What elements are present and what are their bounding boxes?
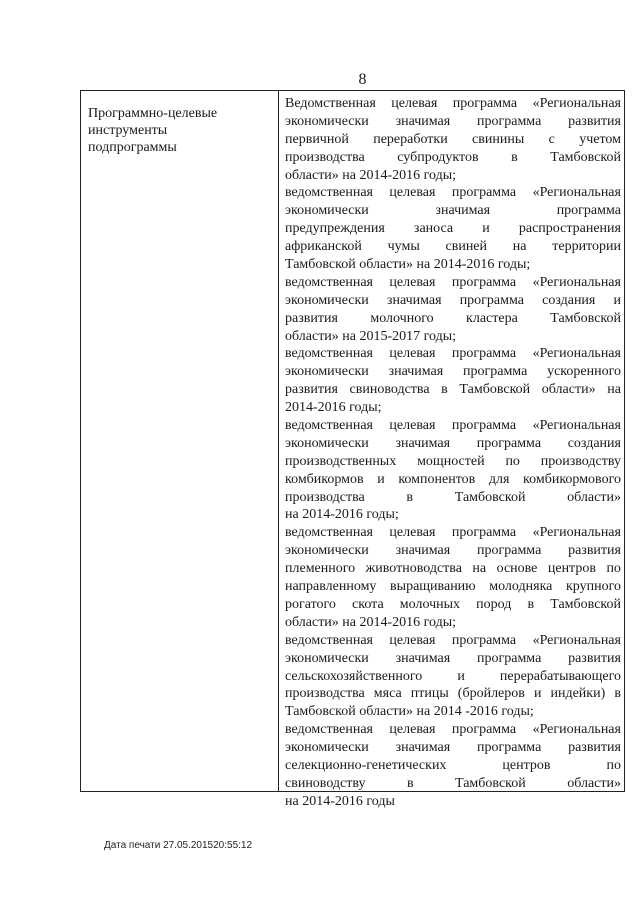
program-paragraph: [285, 721, 621, 810]
program-line: предупреждения заноса и распространения: [285, 221, 621, 237]
program-line: сельскохозяйственного и перерабатывающего: [285, 668, 621, 684]
program-line: Ведомственная целевая программа «Региональная: [285, 96, 621, 111]
program-line: экономически значимая программа ускоренного: [285, 364, 621, 380]
program-paragraph: [285, 417, 621, 524]
program-line: ведомственная целевая программа «Региональная: [285, 418, 621, 434]
program-line: ведомственная целевая программа «Региональная: [285, 525, 621, 541]
program-line: экономически значимая программа: [285, 203, 621, 219]
program-line: области» на 2014-2016 годы;: [285, 614, 457, 630]
header-line: Программно-целевые: [88, 106, 218, 121]
program-line: ведомственная целевая программа «Региональная: [285, 185, 621, 201]
program-line: ведомственная целевая программа «Региональная: [285, 632, 621, 648]
column-divider: [278, 91, 279, 791]
program-paragraph: [285, 95, 621, 184]
program-paragraph: [285, 524, 621, 631]
program-line: экономически значимая программа развития: [285, 650, 621, 666]
program-line: ведомственная целевая программа «Региональная: [285, 346, 621, 362]
program-line: области» на 2015-2017 годы;: [285, 328, 457, 344]
program-line: производства мяса птицы (бройлеров и индейки) в: [285, 686, 621, 702]
page-number: 8: [358, 71, 367, 88]
program-paragraph: [285, 632, 621, 721]
program-line: производства субпродуктов в Тамбовской: [285, 149, 621, 165]
program-line: африканской чумы свиней на территории: [285, 239, 621, 255]
program-line: экономически значимая программа развития: [285, 113, 621, 129]
program-paragraph: [285, 274, 621, 346]
program-paragraph: [285, 184, 621, 273]
program-line: ведомственная целевая программа «Региональная: [285, 274, 621, 290]
program-line: рогатого скота молочных пород в Тамбовской: [285, 596, 621, 612]
print-date-footer: Дата печати 27.05.201520:55:12: [104, 840, 253, 851]
program-line: экономически значимая программа создания и: [285, 292, 621, 308]
program-line: развития молочного кластера Тамбовской: [285, 310, 621, 326]
program-line: Тамбовской области» на 2014-2016 годы;: [285, 257, 531, 273]
program-line: комбикормов и компонентов для комбикормового: [285, 471, 621, 487]
program-line: развития свиноводства в Тамбовской области» на: [285, 382, 621, 398]
program-paragraph: [285, 345, 621, 417]
program-list-cell: [285, 95, 621, 811]
program-line: производства в Тамбовской области»: [285, 489, 621, 505]
table-row-header-cell: [88, 105, 273, 156]
program-line: селекционно-генетических центров по: [285, 757, 621, 773]
program-line: на 2014-2016 годы;: [285, 507, 399, 523]
header-line: инструменты: [88, 123, 168, 138]
program-line: 2014-2016 годы;: [285, 400, 382, 416]
program-line: на 2014-2016 годы: [285, 793, 395, 809]
program-line: первичной переработки свинины с учетом: [285, 131, 621, 147]
program-line: производственных мощностей по производству: [285, 453, 621, 469]
header-line: подпрограммы: [88, 140, 177, 155]
program-line: ведомственная целевая программа «Региональная: [285, 722, 621, 738]
program-line: Тамбовской области» на 2014 -2016 годы;: [285, 704, 534, 720]
program-line: свиноводству в Тамбовской области»: [285, 775, 621, 791]
program-line: направленному выращиванию молодняка крупного: [285, 579, 621, 595]
program-table: [80, 90, 625, 809]
program-line: области» на 2014-2016 годы;: [285, 167, 457, 183]
program-line: экономически значимая программа развития: [285, 740, 621, 756]
program-line: племенного животноводства на основе центров по: [285, 561, 621, 577]
program-line: экономически значимая программа создания: [285, 435, 621, 451]
program-line: экономически значимая программа развития: [285, 543, 621, 559]
